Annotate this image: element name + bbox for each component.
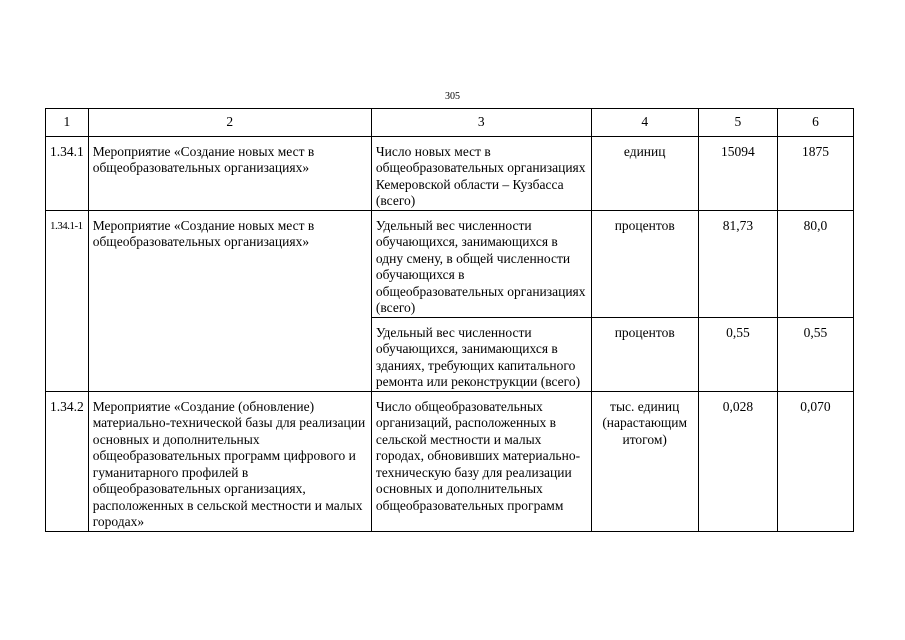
column-header: 4 <box>591 109 698 137</box>
measure-cell: Мероприятие «Создание новых мест в общеобразовательных организациях» <box>88 210 371 391</box>
column-header: 3 <box>371 109 591 137</box>
column-header: 5 <box>698 109 777 137</box>
measure-cell: Мероприятие «Создание новых мест в общеобразовательных организациях» <box>88 136 371 210</box>
indicator-cell: Удельный вес численности обучающихся, занимающихся в одну смену, в общей численности обучающихся в общеобразовательных организациях (всего) <box>371 210 591 317</box>
row-code: 1.34.1-1 <box>46 210 89 391</box>
value-cell: 0,55 <box>698 317 777 391</box>
column-header: 6 <box>777 109 853 137</box>
row-code: 1.34.2 <box>46 391 89 531</box>
indicator-cell: Удельный вес численности обучающихся, занимающихся в зданиях, требующих капитального ремонта или реконструкции (всего) <box>371 317 591 391</box>
row-code: 1.34.1 <box>46 136 89 210</box>
indicator-cell: Число новых мест в общеобразовательных организациях Кемеровской области – Кузбасса (всего) <box>371 136 591 210</box>
table-row <box>46 210 854 317</box>
value-cell: 0,55 <box>777 317 853 391</box>
value-cell: 0,028 <box>698 391 777 531</box>
value-cell: 80,0 <box>777 210 853 317</box>
indicators-table <box>45 108 854 532</box>
unit-cell: процентов <box>591 210 698 317</box>
value-cell: 15094 <box>698 136 777 210</box>
unit-cell: тыс. единиц (нарастающим итогом) <box>591 391 698 531</box>
value-cell: 0,070 <box>777 391 853 531</box>
unit-cell: единиц <box>591 136 698 210</box>
value-cell: 1875 <box>777 136 853 210</box>
column-header: 2 <box>88 109 371 137</box>
table-row <box>46 136 854 210</box>
column-header: 1 <box>46 109 89 137</box>
measure-cell: Мероприятие «Создание (обновление) материально-технической базы для реализации основных и дополнительных общеобразовательных программ цифрового и гуманитарного профилей в общеобразовательных организациях, расположенных в сельской местности и малых городах» <box>88 391 371 531</box>
table-row <box>46 391 854 531</box>
value-cell: 81,73 <box>698 210 777 317</box>
page-number: 305 <box>445 91 460 102</box>
indicator-cell: Число общеобразовательных организаций, расположенных в сельской местности и малых городах, обновивших материально-техническую базу для реализации основных и дополнительных общеобразовательных программ <box>371 391 591 531</box>
unit-cell: процентов <box>591 317 698 391</box>
table-header-row <box>46 109 854 137</box>
